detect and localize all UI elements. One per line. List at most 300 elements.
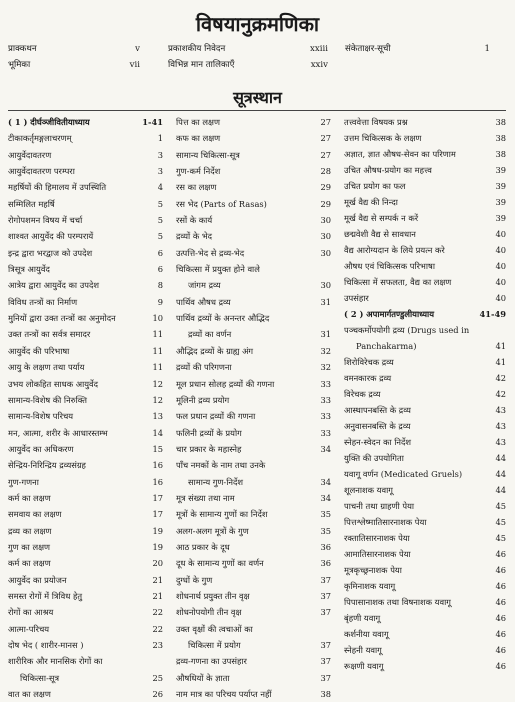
page-number: 3 [157,149,163,160]
page-number: 38 [495,133,506,143]
toc-entry[interactable] [344,546,506,562]
page-number: 11 [152,329,163,340]
page-number: 39 [495,213,506,223]
page-number: 11 [152,362,163,373]
prelim-column-2 [168,41,328,73]
toc-entry[interactable] [176,637,331,653]
prelim-section [0,41,515,91]
page-number: 16 [152,476,163,487]
toc-entry[interactable] [8,670,163,686]
entry-title: पार्थिव द्रव्यों के अनन्तर औद्भिद [176,313,270,324]
entry-title: प्रकाशकीय निवेदन [168,44,226,54]
toc-entry[interactable] [8,196,163,212]
entry-title: शोधनार्थ प्रयुक्त तीन वृक्ष [176,590,250,601]
toc-entry[interactable] [176,392,331,408]
page-number: 27 [320,117,331,127]
page-number: 43 [495,405,506,415]
toc-entry[interactable] [8,425,163,441]
toc-entry[interactable] [8,523,163,539]
entry-title: गुण-कर्म निर्देश [176,166,221,177]
toc-entry[interactable] [176,441,331,457]
toc-entry[interactable] [176,490,331,506]
toc-entry[interactable] [176,539,331,555]
entry-title: कर्म का लक्षण [8,558,51,569]
toc-entry[interactable] [8,588,163,604]
entry-title: त्रिसूत्र आयुर्वेद [8,264,50,275]
section-title: सूत्रस्थान [233,88,282,107]
toc-entry[interactable] [168,57,328,73]
page-number: 29 [320,198,331,209]
page-number: 19 [152,541,163,552]
prelim-column-1 [8,41,140,73]
entry-title: आयुर्वेदावतरण [8,149,52,160]
entry-title: विरेचक द्रव्य [344,389,381,399]
entry-title: मूर्ख वैद्य से सम्पर्क न करें [344,213,419,223]
toc-entry[interactable] [344,370,506,386]
entry-title: पाचनी तथा ग्राहणी पेया [344,501,415,511]
page-number: xxiv [310,60,328,70]
page-number: 36 [320,558,331,569]
page-number: 39 [495,197,506,207]
toc-entry[interactable] [176,474,331,490]
page-number: 39 [495,165,506,175]
toc-entry[interactable] [344,210,506,226]
entry-title: फल प्रधान द्रव्यों की गणना [176,411,256,422]
toc-entry[interactable] [344,386,506,402]
page-number: 27 [320,133,331,144]
contents-column-3 [344,114,506,674]
entry-title: पित्तश्लेष्मातिसारनाशक पेया [344,517,427,527]
toc-entry[interactable] [176,425,331,441]
entry-title: सेन्द्रिय-निरिन्द्रिय द्रव्यसंग्रह [8,460,86,471]
entry-title: सामान्य-विशेष परिचय [8,411,74,422]
entry-title: युक्ति की उपयोगिता [344,453,404,463]
page-number: 44 [495,469,506,479]
entry-title: गुण-गणना [8,476,39,487]
toc-entry[interactable] [344,354,506,370]
entry-title: उचित प्रयोग का फल [344,181,406,191]
entry-title: सामान्य गुण-निर्देश [188,476,244,487]
toc-entry[interactable] [176,572,331,588]
page-number: 22 [152,623,163,634]
toc-entry[interactable] [344,130,506,146]
page-number: 35 [320,509,331,520]
entry-title: टीकाकर्तृमङ्गलाचरणम् [8,133,72,144]
page-number: 12 [152,394,163,405]
page-number: 25 [152,672,163,683]
page-number: 28 [320,166,331,177]
toc-entry[interactable] [176,130,331,146]
toc-entry[interactable] [8,57,140,73]
entry-title: यवागू वर्णन (Medicated Gruels) [344,469,463,479]
entry-title: आस्थापनबस्ति के द्रव्य [344,405,411,415]
toc-entry[interactable] [176,457,331,473]
entry-title: महर्षियों की हिमालय में उपस्थिति [8,182,107,193]
entry-title: अलग-अलग मूत्रों के गुण [176,525,249,536]
toc-entry[interactable] [8,376,163,392]
page-number: 46 [495,629,506,639]
toc-entry[interactable] [176,523,331,539]
page-number: 46 [495,661,506,671]
toc-entry[interactable] [344,418,506,434]
toc-entry[interactable] [344,434,506,450]
toc-entry[interactable] [8,147,163,163]
page-number: 39 [495,181,506,191]
entry-title: उक्त वृक्षों की त्वचाओं का [176,623,253,634]
toc-entry[interactable] [8,572,163,588]
toc-entry[interactable] [8,474,163,490]
toc-entry[interactable] [168,41,328,57]
toc-entry[interactable] [344,450,506,466]
toc-entry[interactable] [344,178,506,194]
entry-title: संकेताक्षर-सूची [345,44,391,54]
page-number: 46 [495,565,506,575]
page-number: 34 [320,443,331,454]
entry-title: समवाय का लक्षण [8,509,62,520]
entry-title: कफ का लक्षण [176,133,221,144]
page-number: 8 [157,280,163,291]
page-number: 6 [157,247,163,258]
entry-title: चिकित्सा में सफलता, वैद्य का लक्षण [344,277,452,287]
toc-entry[interactable] [176,245,331,261]
page-number: vii [129,60,140,70]
page-number: 19 [152,525,163,536]
toc-entry[interactable] [8,277,163,293]
toc-entry[interactable] [8,539,163,555]
entry-title: सामान्य चिकित्सा-सूत्र [176,149,240,160]
page-number: 46 [495,597,506,607]
toc-entry[interactable] [344,274,506,290]
toc-entry[interactable] [344,322,506,338]
page-number: 17 [152,509,163,520]
entry-title: पिपासानाशक तथा विषनाशक यवागू [344,597,451,607]
toc-entry[interactable] [176,310,331,326]
page-number: 37 [320,656,331,667]
toc-entry[interactable] [176,343,331,359]
page-number: 40 [495,245,506,255]
entry-title: आत्रेय द्वारा आयुर्वेद का उपदेश [8,280,100,291]
toc-entry[interactable] [176,670,331,686]
contents-column-2 [176,114,331,702]
toc-entry[interactable] [8,163,163,179]
page-number: 40 [495,293,506,303]
entry-title: भूमिका [8,60,31,70]
page-number: 31 [320,296,331,307]
toc-entry[interactable] [8,408,163,424]
toc-entry[interactable] [176,114,331,130]
page-number: 14 [152,427,163,438]
entry-title: वमनकारक द्रव्य [344,373,392,383]
entry-title: शूलनाशक यवागू [344,485,393,495]
page-number: 41 [495,357,506,367]
page-number: 3 [157,166,163,177]
entry-title: शारीरिक और मानसिक रोगों का [8,656,103,667]
page-number: 42 [495,373,506,383]
entry-title: शोधनोपयोगी तीन वृक्ष [176,607,242,618]
page-number: 42 [495,389,506,399]
entry-title: ( 1 ) दीर्घञ्जीवितीयाध्याय [8,117,90,127]
toc-entry[interactable] [176,326,331,342]
entry-title: तत्त्ववेत्ता विषयक प्रश्न [344,117,408,127]
entry-title: रोगों का आश्रय [8,607,54,618]
toc-entry[interactable] [8,555,163,571]
toc-entry[interactable] [8,621,163,637]
page-number: 37 [320,590,331,601]
entry-title: पाँच नमकों के नाम तथा उनके [176,460,266,471]
page-number: 45 [495,501,506,511]
toc-entry[interactable] [176,408,331,424]
toc-entry[interactable] [8,245,163,261]
toc-entry[interactable] [344,402,506,418]
entry-title: द्रव्यों की परिगणना [176,362,232,373]
page-number: 37 [320,640,331,650]
page-number: 35 [320,525,331,536]
contents-column-1 [8,114,163,702]
page-number: 17 [152,492,163,503]
entry-title: गुण का लक्षण [8,541,51,552]
toc-entry[interactable] [176,555,331,571]
toc-entry[interactable] [176,506,331,522]
toc-entry[interactable] [176,621,331,637]
entry-title: चार प्रकार के महास्नेह [176,443,242,454]
entry-title: फलिनी द्रव्यों के प्रयोग [176,427,242,438]
toc-entry[interactable] [344,562,506,578]
page-number: 21 [152,574,163,585]
toc-entry[interactable] [344,642,506,658]
toc-entry[interactable] [344,114,506,130]
toc-entry[interactable] [176,653,331,669]
toc-entry[interactable] [8,179,163,195]
entry-title: उत्तम चिकित्सक के लक्षण [344,133,422,143]
chapter-heading[interactable] [8,114,163,130]
toc-entry[interactable] [176,277,331,293]
page-number: 30 [320,215,331,226]
toc-entry[interactable] [344,530,506,546]
entry-title: औषधियों के ज्ञाता [176,672,230,683]
toc-entry[interactable] [344,466,506,482]
page-number: 6 [157,264,163,275]
page-number: 5 [157,198,163,209]
page-number: 13 [152,411,163,422]
toc-entry[interactable] [344,658,506,674]
page-number: 32 [320,362,331,373]
toc-entry[interactable] [8,441,163,457]
page-number: 40 [495,261,506,271]
page-number: 45 [495,517,506,527]
page-number: 33 [320,427,331,438]
page-number: 1 [484,44,490,54]
entry-title: आयुर्वेद की परिभाषा [8,345,70,356]
toc-entry[interactable] [344,290,506,306]
page-number: 40 [495,229,506,239]
toc-entry[interactable] [344,194,506,210]
entry-title: उत्पत्ति-भेद से द्रव्य-भेद [176,247,245,258]
page-number: 1 [157,133,163,144]
toc-entry[interactable] [344,146,506,162]
toc-entry[interactable] [176,196,331,212]
toc-entry[interactable] [8,653,163,669]
entry-title: उपसंहार [344,293,369,303]
toc-entry[interactable] [344,162,506,178]
page-number: 46 [495,613,506,623]
page-number: 44 [495,485,506,495]
toc-entry[interactable] [8,490,163,506]
toc-entry[interactable] [8,392,163,408]
toc-entry[interactable] [176,228,331,244]
toc-entry[interactable] [344,498,506,514]
toc-entry[interactable] [8,41,140,57]
entry-title: मूत्रकृच्छ्रनाशक पेया [344,565,402,575]
entry-title: बृंहणी यवागू [344,613,381,623]
toc-entry[interactable] [8,212,163,228]
toc-entry[interactable] [344,578,506,594]
entry-title: इन्द्र द्वारा भरद्वाज को उपदेश [8,247,93,258]
page-number: 40 [495,277,506,287]
page-number: 34 [320,476,331,487]
toc-entry[interactable] [176,604,331,620]
toc-entry[interactable] [8,261,163,277]
entry-title: उक्त तन्त्रों का सर्वत्र समादर [8,329,91,340]
entry-title: पञ्चकर्मोपयोगी द्रव्य (Drugs used in [344,325,470,335]
entry-title: मूलिनी द्रव्य प्रयोग [176,394,230,405]
toc-entry[interactable] [8,343,163,359]
toc-entry[interactable] [345,41,490,57]
page-number: 31 [320,329,331,340]
entry-title: मूर्ख वैद्य की निन्दा [344,197,398,207]
page-number: 38 [495,149,506,159]
page-number: 34 [320,492,331,503]
entry-title: रस भेद (Parts of Rasas) [176,198,267,209]
toc-entry[interactable] [8,637,163,653]
entry-title: आत्मा-परिचय [8,623,50,634]
entry-title: द्रव्यों के भेद [176,231,213,242]
page-number: 43 [495,437,506,447]
page-number: 43 [495,421,506,431]
entry-title: आयुर्वेदावतरण परम्परा [8,166,75,177]
toc-entry[interactable] [344,338,506,354]
entry-title: द्रव्यों का वर्णन [188,329,232,340]
entry-title: कर्म का लक्षण [8,492,51,503]
toc-entry[interactable] [176,376,331,392]
page-number: 33 [320,394,331,405]
entry-title: चिकित्सा में प्रयोग [188,640,241,650]
page-number: 30 [320,231,331,242]
toc-entry[interactable] [344,594,506,610]
entry-title: छद्मवेशी वैद्य से सावधान [344,229,416,239]
entry-title: पार्थिव औषध द्रव्य [176,296,231,307]
entry-title: वैद्य आरोग्यदान के लिये प्रयत्न करे [344,245,445,255]
entry-title: नाम मात्र का परिचय पर्याप्त नहीं [176,689,272,700]
toc-entry[interactable] [176,147,331,163]
toc-entry[interactable] [344,258,506,274]
entry-title: रस का लक्षण [176,182,217,193]
toc-entry[interactable] [8,294,163,310]
toc-entry[interactable] [176,588,331,604]
toc-entry[interactable] [344,626,506,642]
toc-entry[interactable] [8,310,163,326]
entry-title: आठ प्रकार के दूध [176,541,230,552]
toc-entry[interactable] [344,610,506,626]
page-number: 44 [495,453,506,463]
entry-title: कृमिनाशक यवागू [344,581,396,591]
entry-title: वात का लक्षण [8,689,51,700]
entry-title: शाश्वत आयुर्वेद की परम्परायें [8,231,94,242]
entry-title: मूल प्रधान सोलह द्रव्यों की गणना [176,378,275,389]
entry-title: द्रव्य-गणना का उपसंहार [176,656,247,667]
chapter-heading[interactable] [344,306,506,322]
page-number: 5 [157,231,163,242]
entry-title: ( 2 ) अपामार्गतण्डुलीयाध्याय [344,309,435,319]
page-number: 30 [320,280,331,291]
entry-title: विविध तन्त्रों का निर्माण [8,296,78,307]
toc-entry[interactable] [176,294,331,310]
entry-title: उभय लोकहित साधक आयुर्वेद [8,378,99,389]
entry-title: प्राक्कथन [8,44,37,54]
entry-title: सामान्य-विशेष की निरुक्ति [8,394,87,405]
entry-title: चिकित्सा-सूत्र [20,672,60,683]
entry-title: जांगम द्रव्य [188,280,221,291]
entry-title: औद्भिद द्रव्यों के ग्राह्य अंग [176,345,254,356]
page-number: 26 [152,689,163,700]
page-number: 1-41 [142,117,163,127]
entry-title: रूक्षणी यवागू [344,661,384,671]
entry-title: आयुर्वेद का प्रयोजन [8,574,67,585]
toc-entry[interactable] [344,482,506,498]
entry-title: रसों के कार्य [176,215,213,226]
toc-entry[interactable] [344,514,506,530]
toc-entry[interactable] [176,212,331,228]
entry-title: शिरोविरेचक द्रव्य [344,357,394,367]
entry-title: Panchakarma) [356,341,417,351]
entry-title: मूत्र संख्या तथा नाम [176,492,235,503]
page-number: 10 [152,313,163,324]
toc-entry[interactable] [344,242,506,258]
toc-entry[interactable] [8,604,163,620]
entry-title: दूध के सामान्य गुणों का वर्णन [176,558,264,569]
toc-entry[interactable] [8,130,163,146]
entry-title: रक्तातिसारनाशक पेया [344,533,410,543]
page-number: 38 [320,689,331,700]
page-number: 30 [320,247,331,258]
page-number: 16 [152,460,163,471]
entry-title: पित्त का लक्षण [176,117,220,127]
toc-entry[interactable] [8,686,163,702]
toc-entry[interactable] [176,163,331,179]
page-number: 4 [157,182,163,193]
toc-entry[interactable] [8,506,163,522]
page-number: 32 [320,345,331,356]
entry-title: अनुवासनबस्ति के द्रव्य [344,421,411,431]
entry-title: कर्शनीया यवागू [344,629,389,639]
entry-title: औषध एवं चिकित्सक परिभाषा [344,261,435,271]
entry-title: स्नेहनी यवागू [344,645,382,655]
toc-entry[interactable] [8,359,163,375]
toc-entry[interactable] [8,326,163,342]
toc-entry[interactable] [176,359,331,375]
entry-title: सम्मिलित महर्षि [8,198,55,209]
toc-entry[interactable] [176,261,331,277]
toc-entry[interactable] [344,226,506,242]
toc-entry[interactable] [176,686,331,702]
page-number: 37 [320,607,331,618]
page-number: 46 [495,549,506,559]
toc-entry[interactable] [176,179,331,195]
toc-entry[interactable] [8,228,163,244]
page-number: 41-49 [479,309,506,319]
toc-entry[interactable] [8,457,163,473]
entry-title: समस्त रोगों में त्रिविध हेतु [8,590,83,601]
entry-title: मुनियों द्वारा उक्त तन्त्रों का अनुमोदन [8,313,116,324]
